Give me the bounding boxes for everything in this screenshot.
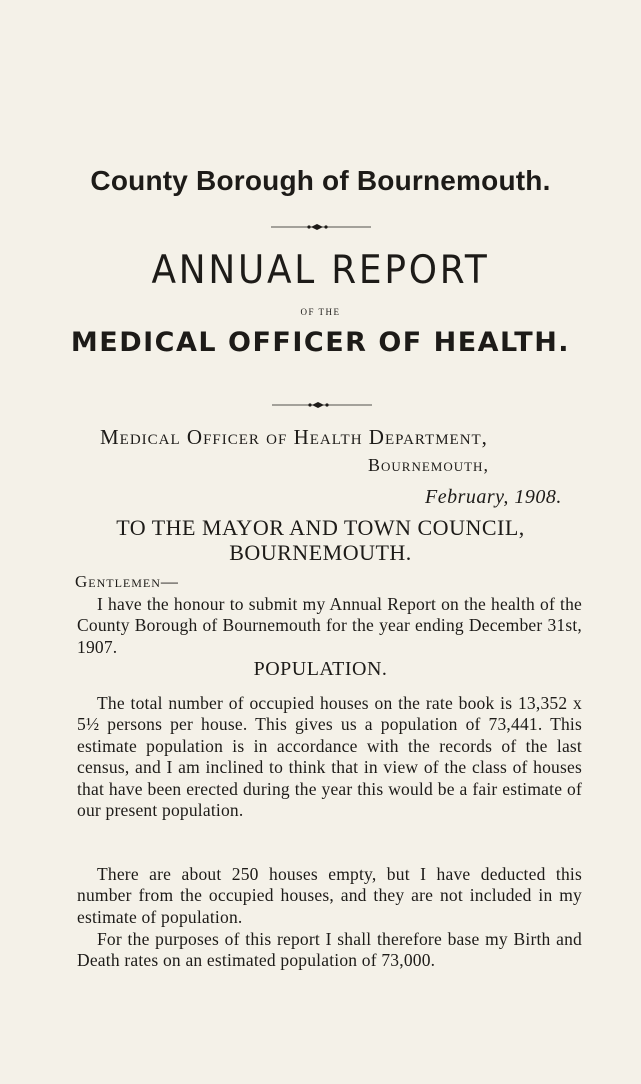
scroll-divider-icon — [272, 400, 372, 410]
report-subtitle: MEDICAL OFFICER OF HEALTH. — [70, 327, 571, 358]
intro-paragraph — [77, 594, 582, 658]
addressee-line-1: TO THE MAYOR AND TOWN COUNCIL, — [116, 515, 525, 540]
salutation: Gentlemen— — [75, 572, 179, 591]
intro-text: I have the honour to submit my Annual Report on the health of the County Borough of Bournemouth for the year ending December 31st, 1907. — [77, 594, 582, 657]
population-paragraph-1 — [77, 693, 582, 821]
borough-heading: County Borough of Bournemouth. — [90, 165, 551, 196]
population-text-1: The total number of occupied houses on the rate book is 13,352 x 5½ persons per house. This gives us a population of 73,441. This estimate population is in accordance with the records of the last census, and I am inclined to think that in view of the class of houses that have been erected during the year this would be a fair estimate of our present population. — [77, 693, 582, 821]
section-heading: POPULATION. — [253, 658, 388, 680]
population-text-2: There are about 250 houses empty, but I have deducted this number from the occupied houses, and they are not included in my estimate of population. — [77, 864, 582, 927]
of-the-label: OF THE — [300, 307, 341, 317]
addressee-line-2: BOURNEMOUTH. — [229, 540, 412, 565]
population-text-3: For the purposes of this report I shall therefore base my Birth and Death rates on an estimated population of 73,000. — [77, 929, 582, 971]
letter-date: February, 1908. — [425, 486, 562, 508]
town-line: Bournemouth, — [368, 455, 489, 475]
report-title: ANNUAL REPORT — [151, 248, 490, 293]
population-paragraph-3 — [77, 929, 582, 972]
population-paragraph-2 — [77, 864, 582, 928]
department-line: Medical Officer of Health Department, — [100, 425, 488, 449]
scroll-divider-icon — [271, 222, 371, 232]
